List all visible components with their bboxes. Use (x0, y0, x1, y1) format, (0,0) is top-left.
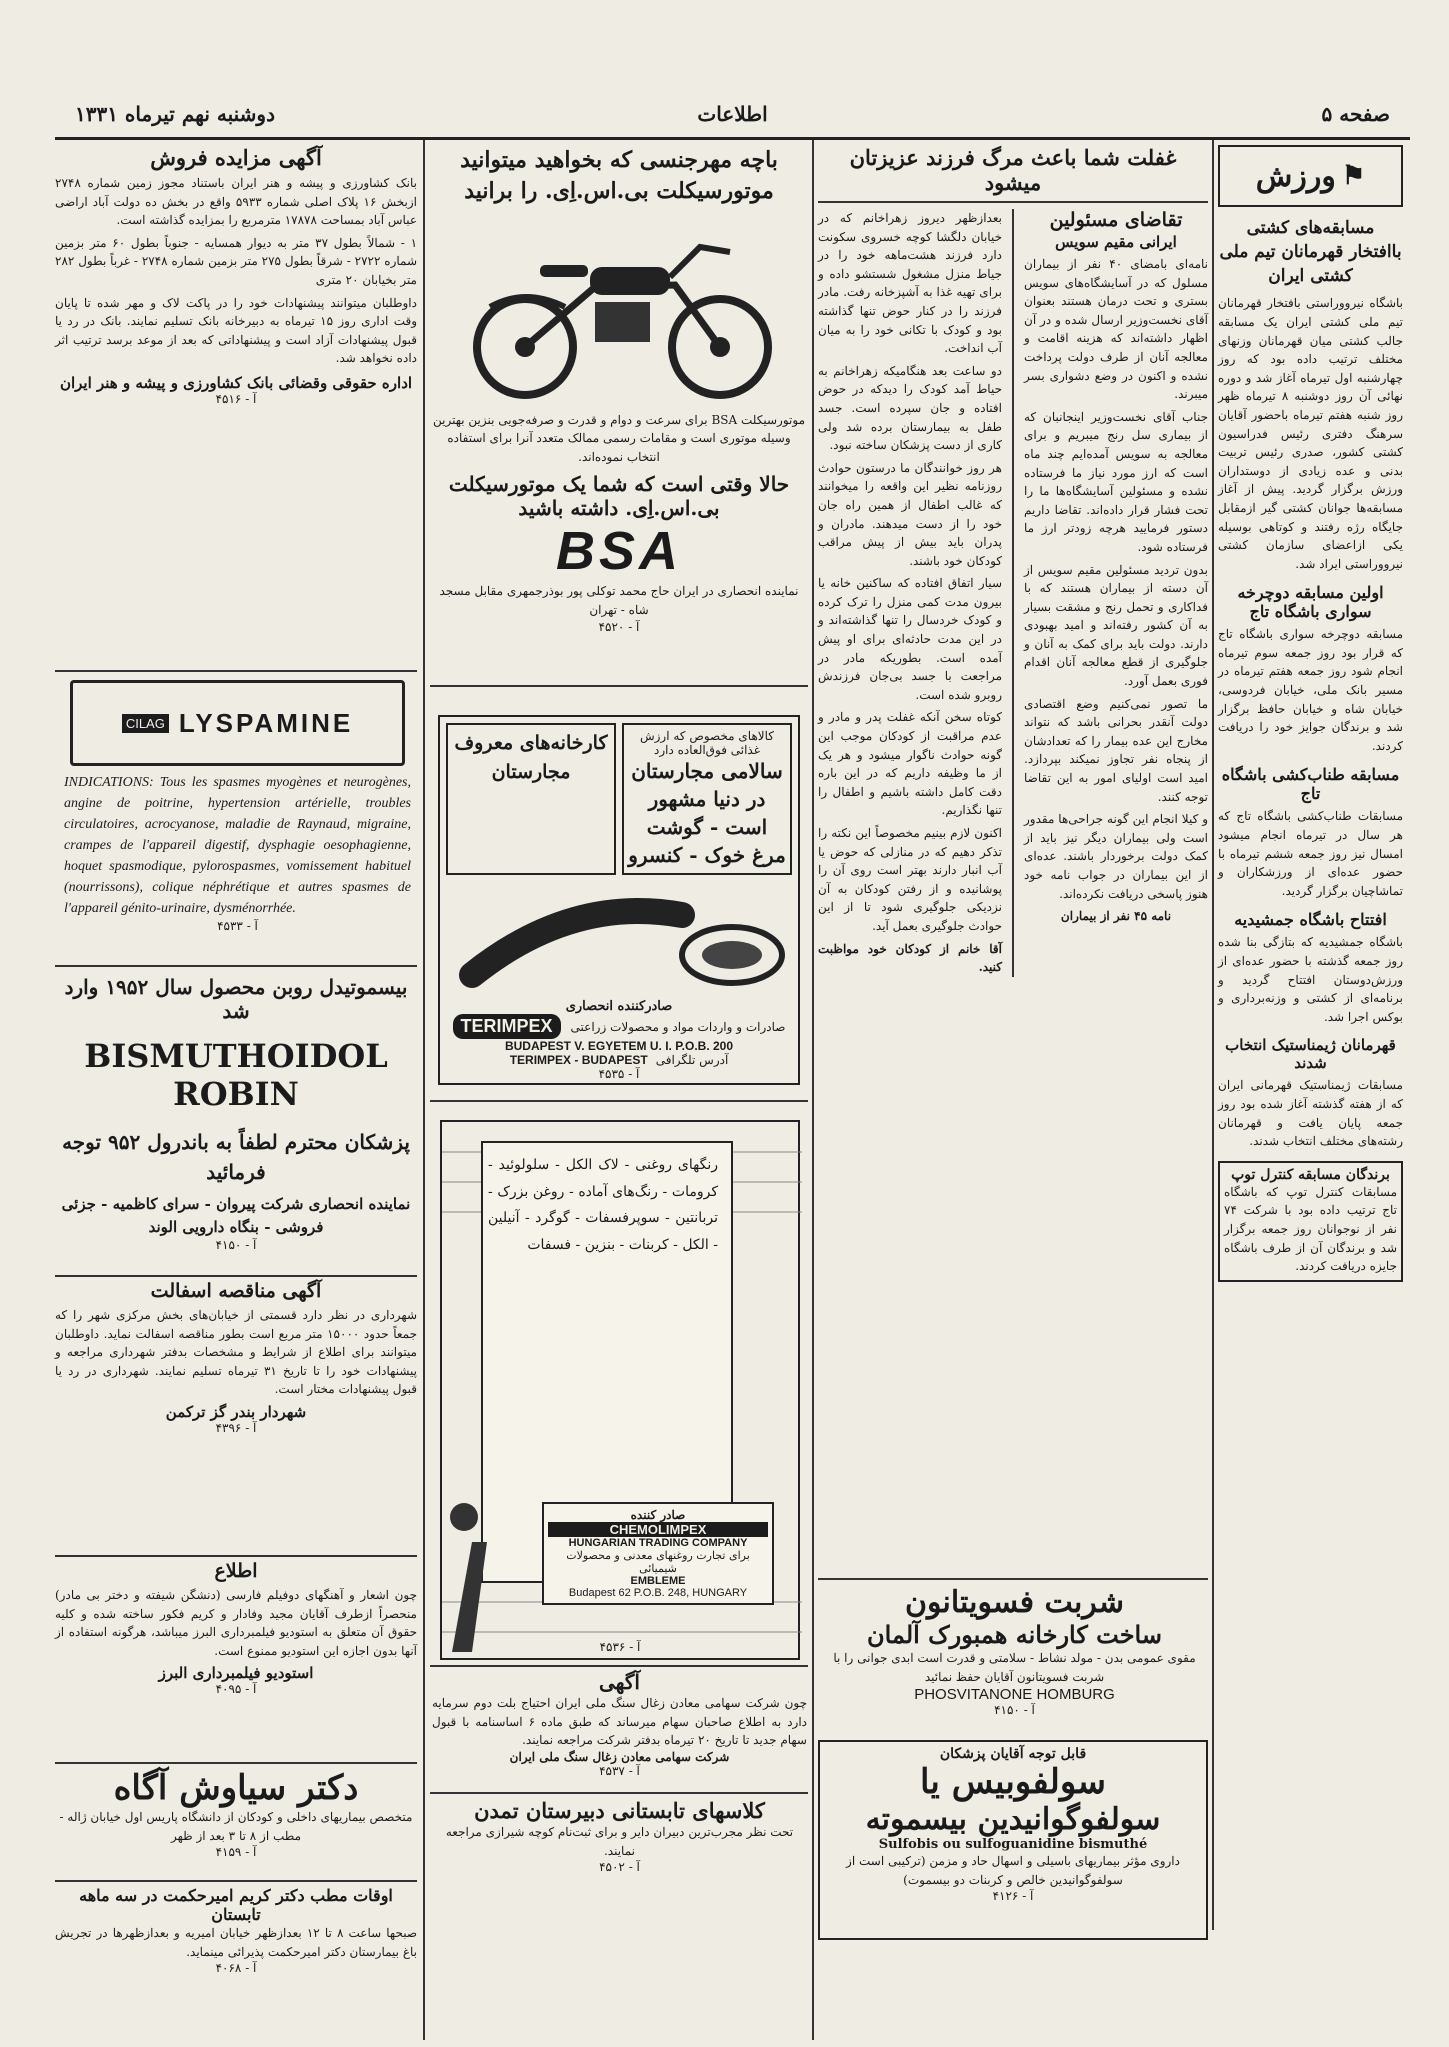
motorcycle-illustration (430, 207, 808, 407)
asphalt-tender (55, 1280, 417, 1550)
amirhekmat-ad (55, 1886, 418, 1976)
doctor-info: متخصص بیماریهای داخلی و کودکان از دانشگاه پاریس اول خیابان ژاله - مطب از ۸ تا ۳ بعد از ظهر (59, 1810, 413, 1843)
auction-body2: داوطلبان میتوانند پیشنهادات خود را در پاکت لاک و مهر شده تا پایان وقت اداری روز ۱۵ تیرماه به دبیرخانه بانک تسلیم نمایند. بانک در رد یا قبول پیشنهادات آزاد است و پیشنهاداتی که بعد از موعد برسد ترتیب اثر داده نخواهد شد. (55, 295, 418, 366)
bismuthoidol-code: آ - ۴۱۵۰ (215, 1238, 257, 1252)
bismuthoidol-line2: نماینده انحصاری شرکت پیروان - سرای کاظمیه - جزئی فروشی - بنگاه دارویی الوند (61, 1195, 411, 1236)
notice-code: آ - ۴۰۹۵ (215, 1682, 257, 1697)
auction-notice (55, 145, 417, 665)
cycling-headline: اولین مسابقه دوچرخه سواری باشگاه تاج (1237, 583, 1384, 622)
terimpex-top (446, 723, 792, 875)
bismuthoidol-logo: BISMUTHOIDOL ROBIN (84, 1037, 388, 1113)
terimpex-sub: صادرات و واردات مواد و محصولات زراعتی (570, 1019, 786, 1034)
bsa-logo: BSA (555, 521, 682, 582)
bsa-agent: نماینده انحصاری در ایران حاج محمد توکلی پور بوذرجمهری مقابل مسجد شاه - تهران (439, 584, 799, 617)
bismuthoidol-line1: پزشکان محترم لطفاً به باندرول ۹۵۲ توجه فرمائید (62, 1130, 410, 1184)
tug-article: مسابقات طناب‌کشی باشگاه تاج که هر سال در تیرماه انجام میشود امسال نیز روز جمعه ششم تیرماه با حضور عده‌ای از ورزشکاران و تماشاچیان برگزار گردید. (1218, 809, 1403, 898)
amirhekmat-body: صبحها ساعت ۸ تا ۱۲ بعدازظهر خیابان امیریه و بعدازظهرها در تجریش باغ بیمارستان دکتر امیرحکمت پذیرائی مینماید. (55, 1926, 418, 1959)
rule (818, 1578, 1208, 1580)
child-article-p5: کوتاه سخن آنکه غفلت پدر و مادر و عدم مراقبت از کودکان موجب این گونه حوادث ناگوار میشود و هر یک از ما وظیفه داریم که در این باره دقت کامل داشته باشیم و اطفال را تنها نگذاریم. (818, 710, 1002, 818)
chemolimpex-fa: برای تجارت روغنهای معدنی و محصولات شیمیائی (566, 1549, 750, 1575)
rule (55, 965, 417, 967)
sub-column-rule (1012, 209, 1014, 977)
doctor-name: دکتر سیاوش آگاه (113, 1768, 359, 1808)
column-rule (812, 140, 814, 2040)
club-article: باشگاه جمشیدیه که بتازگی بنا شده روز جمعه گذشته با حضور عده‌ای از ورزش‌دوستان افتتاح گردید و برنامه‌ای از کشتی و وزنه‌برداری و بوکس اجرا شد. (1218, 935, 1403, 1024)
page-header (55, 90, 1410, 140)
rule (55, 1555, 417, 1557)
sports-logo: ⚑ ورزش (1218, 145, 1403, 207)
bsa-ad (430, 145, 808, 680)
wrestling-headline: مسابقه‌های کشتی باافتخار قهرمانان تیم ملی کشتی ایران (1219, 218, 1402, 286)
summer-title: کلاسهای تابستانی دبیرستان تمدن (474, 1798, 765, 1823)
auction-code: آ - ۴۵۱۶ (215, 391, 257, 406)
chemolimpex-address: Budapest 62 P.O.B. 248, HUNGARY (568, 1587, 748, 1599)
mines-body: چون شرکت سهامی معادن زغال سنگ ملی ایران احتیاج بلت دوم سرمایه دارد به اطلاع صاحبان سهام میرساند که طبق ماده ۶ اساسنامه با قبول سهام جدید تا تاریخ ۲۰ تیرماه بدفتر شرکت مراجعه نمایند. (432, 1696, 808, 1748)
child-article-p1: بعدازظهر دیروز زهراخانم که در خیابان دلگشا کوچه خسروی سکونت دارد فرزند هشت‌ماهه خود را در جیاط منزل مشغول شستشو داده و برای تهیه غذا به آشپزخانه رفت. مادر فرزند را در کنار حوض تنها گذاشته بود و کودک با تکانی خود را به میان آب انداخت. (818, 211, 1002, 356)
mines-ad (432, 1670, 807, 1785)
auction-title: آگهی مزایده فروش (150, 145, 322, 170)
tb-article-p2: جناب آقای نخست‌وزیر اینجانبان که از بیماری سل رنج میبریم و برای معالجه به سویس آمده‌ایم چند ماه است که ارز مورد نیاز ما فرستاده نشده و مسئولین آسایشگاه‌ها ما را تحت فشار قرار داده‌اند. تقاضا داریم دستور فرمایید هرچه زودتر ارز ما فرستاده شود. (1024, 409, 1208, 554)
chemolimpex-ad (440, 1120, 800, 1660)
rule (55, 1762, 417, 1764)
rule (430, 685, 808, 687)
tb-article-p5: و کیلا انجام این گونه جراحی‌ها مقدور است ولی بیماران دیگر نیز باید از کمک دولت برخوردار باشند. عده‌ای از این بیماران در جواب نامه خود هنوز پاسخی دریافت نکرده‌اند. (1024, 812, 1208, 901)
terimpex-side: کالاهای مخصوص که ارزش غذائی فوق‌العاده دارد (639, 729, 775, 757)
lyspamine-box (70, 680, 405, 766)
rule (430, 1792, 808, 1794)
sports-column (1218, 145, 1403, 1935)
phosvitanone-title: شربت فسویتانون (905, 1585, 1124, 1620)
tender-signature: شهردار بندر گز ترکمن (165, 1402, 307, 1421)
tender-title: آگهی مناقصه اسفالت (150, 1280, 322, 1302)
sulfobis-name1: سولفوبیس یا (920, 1762, 1106, 1802)
ball-headline: برندگان مسابقه کنترل توپ (1231, 1166, 1390, 1183)
sulfobis-code: آ - ۴۱۲۶ (992, 1889, 1034, 1904)
summer-classes-ad (432, 1798, 807, 1878)
tug-headline: مسابقه طناب‌کشی باشگاه تاج (1221, 765, 1400, 804)
child-safety-headline: غفلت شما باعث مرگ فرزند عزیزتان میشود (818, 145, 1208, 203)
chemolimpex-items: رنگهای روغنی - لاک الکل - سلولوئید - کرومات - رنگ‌های آماده - روغن بزرک - تربانتین - سوپرفسفات - گوگرد - آنیلین - الکل - کربنات - بنزین - فسفات (488, 1157, 718, 1253)
tb-article-p3: بدون تردید مسئولین مقیم سویس از آن دسته از بیماران هستند که با فداکاری و تحمل رنج و مشقت بسیار به آن کشور رفته‌اند و امید بهبودی دارند. دولت باید برای کمک به آنان و جلوگیری از قطع معالجه آنان اقدام فوری بعمل آورد. (1024, 562, 1208, 689)
summer-code: آ - ۴۵۰۲ (599, 1860, 640, 1875)
phosvitanone-ad (822, 1585, 1207, 1735)
auction-items: ۱ - شمالاً بطول ۳۷ متر به دیوار همسایه - جنوباً بطول ۶۰ متر بزمین شماره ۲۷۲۲ - شرقاً بطول ۲۷۵ متر بزمین شماره ۲۷۴۸ - غرباً بطول ۲۸۲ متر بخیابان ۲۰ متری (55, 235, 418, 287)
sulfobis-body: داروی مؤثر بیماریهای باسیلی و اسهال حاد و مزمن (ترکیبی است از سولفوگوانیدین خالص و کربنات دو بیسموت) (846, 1854, 1180, 1887)
gym-headline: قهرمانان ژیمناستیک انتخاب شدند (1225, 1036, 1396, 1073)
amirhekmat-title: اوقات مطب دکتر کریم امیرحکمت در سه ماهه تابستان (79, 1886, 393, 1924)
chemolimpex-logo: CHEMOLIMPEX (548, 1522, 768, 1537)
auction-signature: اداره حقوقی وقضائی بانک کشاورزی و پیشه و هنر ایران (59, 373, 413, 392)
bsa-headline: باچه مهرجنسی که بخواهید میتوانید موتورسیکلت بی.اس.اِی. را برانید (460, 147, 778, 204)
terimpex-exporter: صادرکننده انحصاری (565, 999, 673, 1014)
child-article-p3: هر روز خوانندگان ما درستون حوادث روزنامه نظیر این واقعه را میخوانند که غالب اطفال از همین راه جان خود را از دست میدهند. مادران و پدران باید بیش از پیش مراقب کودکان خود باشند. (818, 460, 1002, 568)
lyspamine-indications: INDICATIONS: Tous les spasmes myogènes et neurogènes, angine de poitrine, hypertension artérielle, troubles circulatoires, acrocyanose, maladie de Raynaud, migraine, crampes de l'appareil digestif, dysphagie oesophagienne, hoquet spasmodique, pylorospasmes, vomissement habituel (nourrissons), colique néphrétique et autres spasmes de l'appareil génito-urinaire, dysménorrhée. (64, 775, 411, 916)
sausage-illustration (452, 875, 792, 995)
tender-body: شهرداری در نظر دارد قسمتی از خیابان‌های بخش مرکزی شهر را که جمعاً حدود ۱۵۰۰۰ متر مربع است بطور مناقصه اسفالت نماید. داوطلبان میتوانند برای اطلاع از شرایط و مشخصات بدفتر شهرداری مراجعه و پیشنهادات خود را تا تاریخ ۳۱ تیرماه تسلیم نمایند. شهرداری در رد یا قبول پیشنهادات مختار است. (55, 1308, 418, 1397)
rule (55, 670, 417, 672)
terimpex-telegraph (446, 1053, 792, 1067)
bsa-slogan: حالا وقتی است که شما یک موتورسیکلت بی.اس.اِی. داشته باشید (448, 472, 790, 521)
sulfobis-top: قابل توجه آقایان پزشکان (939, 1746, 1087, 1762)
tb-patients-kicker: ایرانی مقیم سویس (1055, 233, 1177, 251)
tb-article-p4: ما تصور نمی‌کنیم وضع اقتصادی دولت آنقدر بحرانی باشد که نتواند مخارج این عده بیمار را که تعدادشان از پنجاه نفر تجاوز نمیکند بپردازد. امید است اولیای امور به این تقاضا توجه کنند. (1024, 696, 1208, 804)
column-rule (423, 140, 425, 2040)
notice-body: چون اشعار و آهنگهای دوفیلم فارسی (دنشگن شیفته و دختر بی مادر) منحصراً ازطرف آقایان مجید وفادار و کریم فکور ساخته شده و کلیه حقوق آن متعلق به استودیو فیلمبرداری البرز میباشد، هرگونه استفاده از آنها بدون اجازه این استودیو ممنوع است. (55, 1588, 417, 1658)
child-article-p6: اکنون لازم بینیم مخصوصاً این نکته را تذکر دهیم که در منازلی که حوض یا آب انبار دارند بهتر است روی آن را پوشانیده و از رفتن کودکان به آن نزدیکی جلوگیری شود تا از این حوادث جلوگیری بعمل آید. (818, 826, 1002, 933)
chemolimpex-items-box (488, 1152, 718, 1258)
child-article-p2: دو ساعت بعد هنگامیکه زهراخانم به حیاط آمد کودک را دیدکه در حوض افتاده و جان سپرده است. جسد طفل به بیمارستان برده شد ولی کاری از دست پزشکان ساخته نبود. (818, 363, 1002, 453)
column-rule (1212, 140, 1214, 1930)
terimpex-address: BUDAPEST V. EGYETEM U. I. P.O.B. 200 (504, 1039, 734, 1053)
sulfobis-ad (818, 1740, 1208, 1940)
phosvitanone-latin: PHOSVITANONE HOMBURG (914, 1686, 1115, 1704)
chemolimpex-sign (542, 1502, 774, 1605)
terimpex-tel-label: آدرس تلگرافی (655, 1053, 729, 1067)
chemolimpex-emblem: EMBLEME (630, 1575, 686, 1587)
gym-article: مسابقات ژیمناستیک قهرمانی ایران که از هفته گذشته آغاز شده بود روز جمعه پایان یافت و قهرمانان رشته‌های مختلف انتخاب شدند. (1218, 1078, 1403, 1149)
mines-sign: شرکت سهامی معادن زغال سنگ ملی ایران (509, 1749, 730, 1764)
lyspamine-maker: CILAG (122, 714, 169, 733)
newspaper-title: اطلاعات (697, 102, 768, 126)
club-headline: افتتاح باشگاه جمشیدیه (1234, 910, 1387, 930)
phosvitanone-body: مقوی عمومی بدن - مولد نشاط - سلامتی و قدرت است ابدی جوانی را با شربت فسویتانون آقایان حفظ نمائید (833, 1651, 1196, 1684)
news-two-col (818, 209, 1208, 977)
rule (430, 1665, 808, 1667)
child-article-p7: آقا خانم از کودکان خود مواظبت کنید. (818, 941, 1002, 975)
terimpex-ad (438, 715, 800, 1085)
child-article-p4: سیار اتفاق افتاده که ساکنین خانه یا بیرون مدت کمی منزل را ترک کرده و کودک خردسال را تنها گذاشته‌اند و در این مدت حادثه‌ای برای او پیش آمده است. بطوریکه مادر در مراجعت با جسد بی‌جان فرزندش روبرو شده است. (818, 576, 1002, 702)
rule (55, 1880, 417, 1882)
terimpex-slogan-box (622, 723, 792, 875)
tb-patients-headline: تقاضای مسئولین (1049, 209, 1183, 231)
rule (55, 1275, 417, 1277)
phosvitanone-sub: ساخت کارخانه همبورک آلمان (867, 1620, 1162, 1649)
bismuthoidol-top: بیسموتیدل روبن محصول سال ۱۹۵۲ وارد شد (64, 975, 408, 1023)
ball-control-box (1218, 1161, 1403, 1282)
auction-body: بانک کشاورزی و پیشه و هنر ایران باستناد مجوز زمین شماره ۲۷۴۸ ازبخش ۱۶ پلاک اصلی شماره ۵۹۳۳ واقع در بخش ده دولت آباد اراضی عباس آباد بمساحت ۱۷۸۷۸ مترمربع را بمزایده گذاشته است. (55, 176, 418, 228)
bsa-code: آ - ۴۵۲۰ (598, 619, 640, 634)
sulfobis-name2: سولفوگوانیدین بیسموته (865, 1802, 1161, 1837)
chemolimpex-exporter: صادر کننده (630, 1508, 686, 1522)
ball-article: مسابقات کنترل توپ که باشگاه تاج ترتیب داده بود با شرکت ۷۴ نفر از نوجوانان روز جمعه برگزار شد و برندگان آن از طرف باشگاه جایزه دریافت کردند. (1224, 1184, 1397, 1274)
notice-signature: استودیو فیلمبرداری البرز (158, 1664, 314, 1683)
phosvitanone-code: آ - ۴۱۵۰ (994, 1703, 1035, 1718)
page-number: صفحه ۵ (1321, 102, 1390, 126)
issue-date: دوشنبه نهم تیرماه ۱۳۳۱ (75, 102, 275, 126)
sub-column-left (818, 209, 1002, 977)
tb-signature: نامه ۴۵ نفر از بیماران (1060, 909, 1172, 924)
mines-title: آگهی (599, 1670, 640, 1694)
wrestling-article: باشگاه نیرووراستی بافتخار قهرمانان تیم ملی کشتی ایران یک مسابقه جالب کشتی میان قهرمانان وزنهای مختلف ترتیب داده بود که روز چهارشنبه اول تیرماه آغاز شد و دوره نهائی آن روز دوشنبه ۸ تیرماه ظهر روز شنبه هفتم تیرماه باحضور آقایان سرهنگ دفتری رئیس فدراسیون کشتی کشور، صدری رئیس تربیت بدنی و عده زیادی از دوستداران ورزش برگزار گردید. پیش از آغاز مسابقه‌ها جوانان کشتی گیر ازمقابل جایگاه رژه رفتند و کوتاهی بوسیله یکی ازاعضای سازمان کشتی نیرووراستی ایراد شد. (1218, 296, 1403, 571)
cycling-article: مسابقه دوچرخه سواری باشگاه تاج که قرار بود روز جمعه سوم تیرماه انجام شود روز جمعه هفتم تیرماه در مسیر بانک ملی، خیابان فردوسی، خیابان شاه و خیابان حافظ برگزار شد و برندگان جوایز خود را دریافت کردند. (1218, 627, 1403, 753)
tb-article-p1: نامه‌ای بامضای ۴۰ نفر از بیماران مسلول که در آسایشگاه‌های سویس بستری و تحت درمان هستند بعنوان آقای نخست‌وزیر ارسال شده و در آن اظهار داشته‌اند که هزینه اقامت و معالجه آنان از طرف دولت پرداخت نشده و اکنون در وضع دشواری بسر میبرند. (1024, 257, 1208, 402)
lyspamine-code: آ - ۴۵۳۳ (217, 919, 258, 933)
terimpex-title: کارخانه‌های معروف مجارستان (454, 732, 608, 783)
rule (430, 1100, 808, 1102)
chemolimpex-company: HUNGARIAN TRADING COMPANY (568, 1537, 748, 1549)
terimpex-lines: سالامی مجارستان در دنیا مشهور است - گوشت مرغ خوک - کنسرو (628, 759, 786, 867)
mines-code: آ - ۴۵۳۷ (599, 1763, 640, 1778)
terimpex-logo: TERIMPEX (453, 1014, 561, 1039)
lyspamine-ad (60, 680, 415, 960)
wrestler-icon: ⚑ (1341, 161, 1366, 191)
terimpex-brand-row (446, 1014, 792, 1039)
notice-title: اطلاع (214, 1560, 258, 1582)
tender-code: آ - ۴۳۹۶ (215, 1420, 257, 1435)
news-column (818, 145, 1208, 1575)
doctor-agah-ad (55, 1768, 417, 1878)
bsa-body: موتورسیکلت BSA برای سرعت و دوام و قدرت و صرفه‌جویی بنزین بهترین وسیله موتوری است و مقامات رسمی ممالک متعدد آنرا برای استفاده انتخاب نموده‌اند. (432, 412, 805, 464)
lyspamine-logo: LYSPAMINE (178, 707, 354, 738)
terimpex-tel: TERIMPEX - BUDAPEST (509, 1053, 648, 1067)
chemolimpex-code: آ - ۴۵۳۶ (599, 1640, 641, 1654)
amirhekmat-code: آ - ۴۰۶۸ (215, 1961, 257, 1976)
terimpex-title-box (446, 723, 616, 875)
bismuthoidol-ad (55, 975, 417, 1275)
summer-body: تحت نظر مجرب‌ترین دبیران دایر و برای ثبت‌نام کوچه شیرازی مراجعه نمایند. (445, 1825, 794, 1858)
sulfobis-latin: Sulfobis ou sulfoguanidine bismuthé (878, 1837, 1148, 1852)
alborz-notice (55, 1560, 417, 1760)
doctor-code: آ - ۴۱۵۹ (215, 1845, 257, 1860)
terimpex-code: آ - ۴۵۳۵ (598, 1067, 640, 1081)
sub-column-right (1024, 209, 1208, 977)
